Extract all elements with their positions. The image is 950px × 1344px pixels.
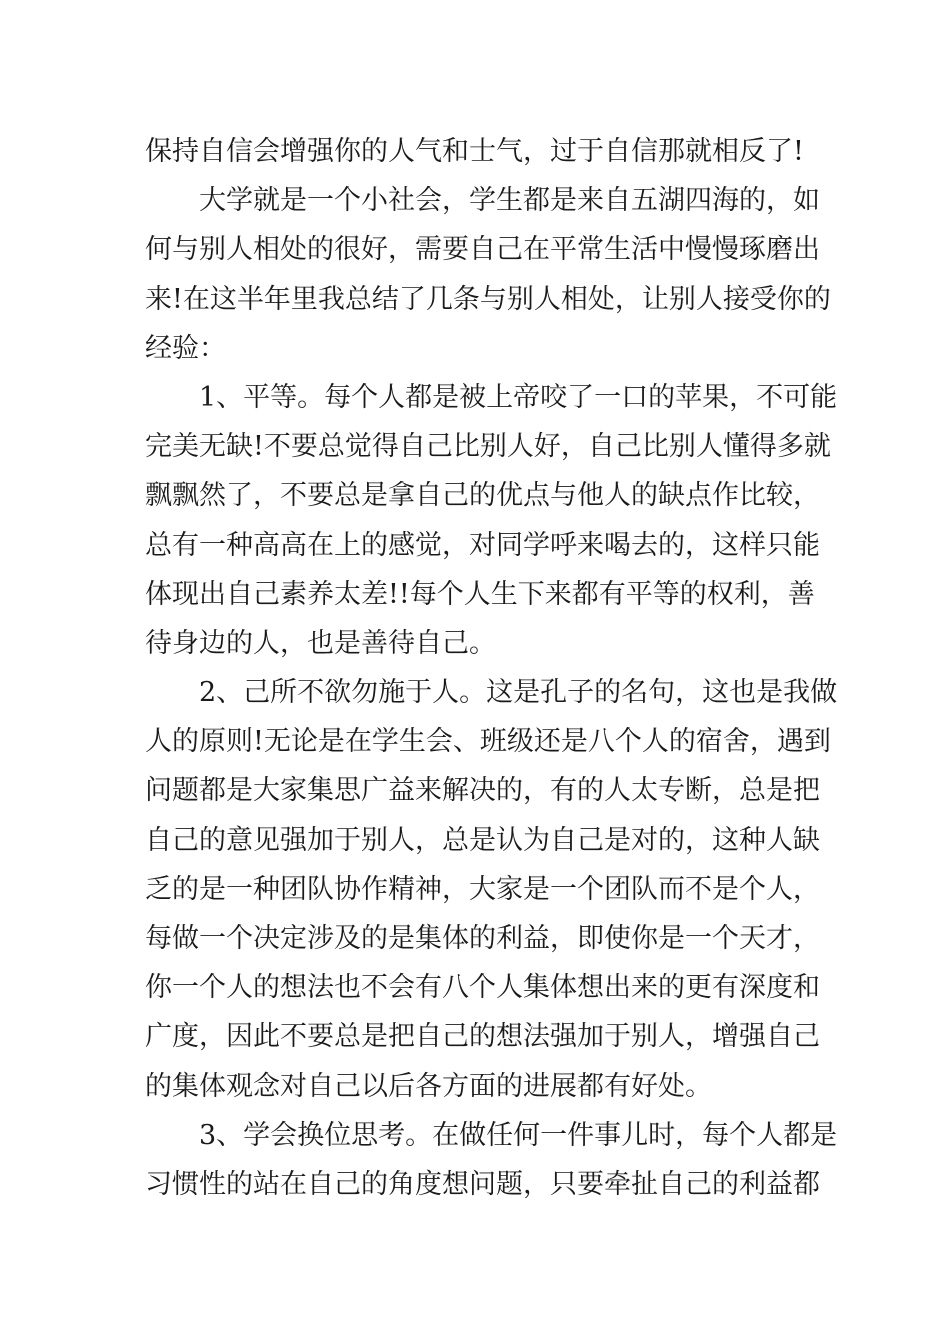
text-line: 飘飘然了，不要总是拿自己的优点与他人的缺点作比较， — [145, 480, 820, 512]
text-line: 保持自信会增强你的人气和士气，过于自信那就相反了! — [145, 136, 804, 167]
text-line: 广度，因此不要总是把自己的想法强加于别人，增强自己 — [145, 1021, 820, 1053]
text-line: 何与别人相处的很好，需要自己在平常生活中慢慢琢磨出 — [145, 234, 820, 266]
text-line: 习惯性的站在自己的角度想问题，只要牵扯自己的利益都 — [145, 1168, 820, 1200]
text-line: 来!在这半年里我总结了几条与别人相处，让别人接受你的 — [145, 283, 831, 315]
text-line: 问题都是大家集思广益来解决的，有的人太专断，总是把 — [145, 775, 820, 807]
text-line: 每做一个决定涉及的是集体的利益，即使你是一个天才， — [145, 923, 820, 954]
text-line: 总有一种高高在上的感觉，对同学呼来喝去的，这样只能 — [145, 529, 820, 561]
text-line: 体现出自己素养太差!!每个人生下来都有平等的权利，善 — [145, 578, 815, 610]
text-line: 乏的是一种团队协作精神，大家是一个团队而不是个人， — [145, 873, 820, 905]
paragraph-first-line: 大学就是一个小社会，学生都是来自五湖四海的，如 — [199, 185, 820, 217]
text-line: 完美无缺!不要总觉得自己比别人好，自己比别人懂得多就 — [145, 431, 831, 463]
text-line: 人的原则!无论是在学生会、班级还是八个人的宿舍，遇到 — [145, 726, 831, 758]
paragraph-first-line: 3、学会换位思考。在做任何一件事儿时，每个人都是 — [199, 1119, 838, 1151]
paragraph-first-line: 2、己所不欲勿施于人。这是孔子的名句，这也是我做 — [199, 677, 838, 709]
text-line: 的集体观念对自己以后各方面的进展都有好处。 — [145, 1070, 712, 1102]
document-body — [145, 127, 838, 1209]
text-line: 待身边的人，也是善待自己。 — [145, 627, 496, 659]
paragraph-first-line: 1、平等。每个人都是被上帝咬了一口的苹果，不可能 — [199, 381, 838, 413]
text-line: 自己的意见强加于别人，总是认为自己是对的，这种人缺 — [145, 824, 820, 856]
text-line: 你一个人的想法也不会有八个人集体想出来的更有深度和 — [145, 972, 820, 1004]
text-line: 经验： — [145, 332, 226, 364]
